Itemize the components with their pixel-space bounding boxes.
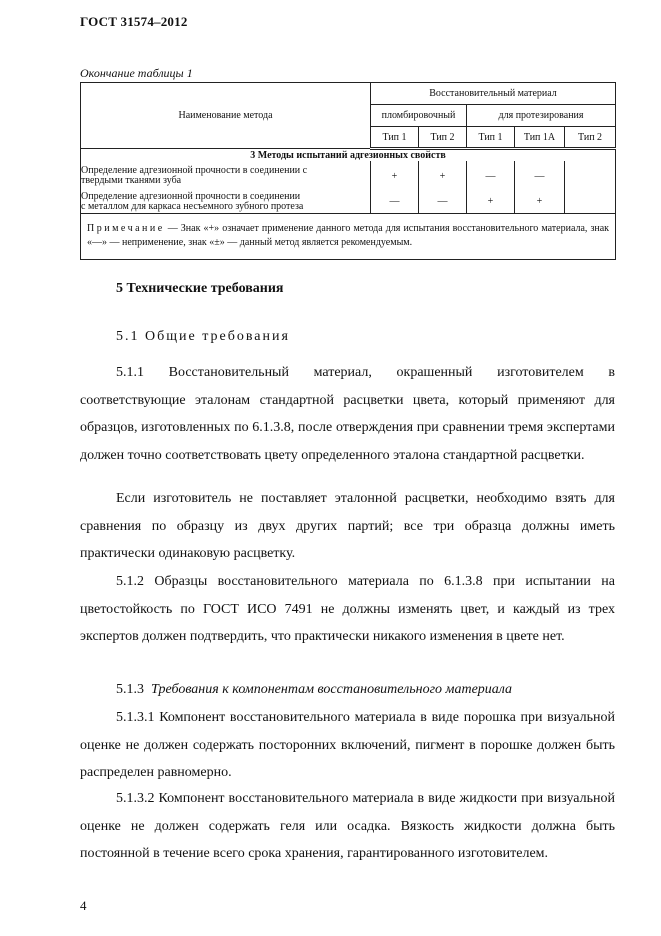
- table-cell: —: [515, 161, 565, 191]
- header-type: Тип 2: [419, 127, 467, 149]
- paragraph-5-1-1-b: Если изготовитель не поставляет эталонной расцветки, необходимо взять для сравнения по образцу из двух других партий; все три образца должны иметь практически одинаковую расцветку.: [80, 491, 615, 561]
- table-cell: [565, 161, 616, 191]
- table-row: [81, 161, 616, 191]
- header-type: Тип 2: [565, 127, 616, 149]
- table-caption: Окончание таблицы 1: [80, 66, 193, 80]
- table-cell: +: [371, 161, 419, 191]
- table-cell: —: [467, 161, 515, 191]
- header-type: Тип 1А: [515, 127, 565, 149]
- paragraph-5-1-1: 5.1.1 Восстановительный материал, окрашенный изготовителем в соответствующие эталонам стандартной расцветки цвета, который применяют для образцов, изготовленных по 6.1.3.8, после отверждения при сравнении тремя экспертами должен точно соответствовать цвету определенного эталона стандартной расцветки.: [80, 365, 615, 463]
- header-type: Тип 1: [467, 127, 515, 149]
- document-code: ГОСТ 31574–2012: [80, 14, 188, 29]
- method-name: Определение адгезионной прочности в соединении с твердыми тканями зуба: [81, 161, 371, 191]
- table-cell: —: [419, 191, 467, 213]
- section-heading: 5 Технические требования: [116, 281, 284, 296]
- header-prosthetics: для протезирования: [467, 105, 616, 127]
- clause-number: 5.1.3: [116, 682, 144, 697]
- method-name: Определение адгезионной прочности в соединении с металлом для каркаса несъемного зубного протеза: [81, 191, 371, 213]
- table-cell: —: [371, 191, 419, 213]
- note-text: — Знак «+» означает применение данного метода для испытания восстановительного материала, знак «—» — неприменение, знак «±» — данный метод является рекомендуемым.: [87, 223, 610, 248]
- table-cell: +: [515, 191, 565, 213]
- subsection-heading: 5.1 Общие требования: [116, 329, 290, 344]
- clause-title: Требования к компонентам восстановительного материала: [151, 682, 513, 697]
- paragraph-5-1-3-1: 5.1.3.1 Компонент восстановительного материала в виде порошка при визуальной оценке не должен содержать посторонних включений, пигмент в порошке должен быть распределен равномерно.: [80, 710, 615, 780]
- table-row: [81, 191, 616, 213]
- header-group: Восстановительный материал: [371, 83, 616, 105]
- paragraph-5-1-3-2: 5.1.3.2 Компонент восстановительного материала в виде жидкости при визуальной оценке не должен содержать геля или осадка. Вязкость жидкости должна быть постоянной в течение всего срока хранения, гарантированного изготовителем.: [80, 791, 615, 861]
- note-label: Примечание: [87, 223, 165, 234]
- page-number: 4: [80, 898, 87, 913]
- header-type: Тип 1: [371, 127, 419, 149]
- section-row: 3 Методы испытаний адгезионных свойств: [81, 149, 616, 162]
- table-cell: +: [419, 161, 467, 191]
- methods-table: [80, 82, 616, 260]
- paragraph-5-1-3: [80, 676, 615, 704]
- table-cell: [565, 191, 616, 213]
- table-cell: +: [467, 191, 515, 213]
- header-method: Наименование метода: [81, 83, 371, 149]
- header-filling: пломбировочный: [371, 105, 467, 127]
- table-note: [81, 213, 616, 259]
- paragraph-5-1-2: 5.1.2 Образцы восстановительного материала по 6.1.3.8 при испытании на цветостойкость по ГОСТ ИСО 7491 не должны изменять цвет, и каждый из трех экспертов должен подтвердить, что практически никакого изменения в цвете нет.: [80, 574, 615, 644]
